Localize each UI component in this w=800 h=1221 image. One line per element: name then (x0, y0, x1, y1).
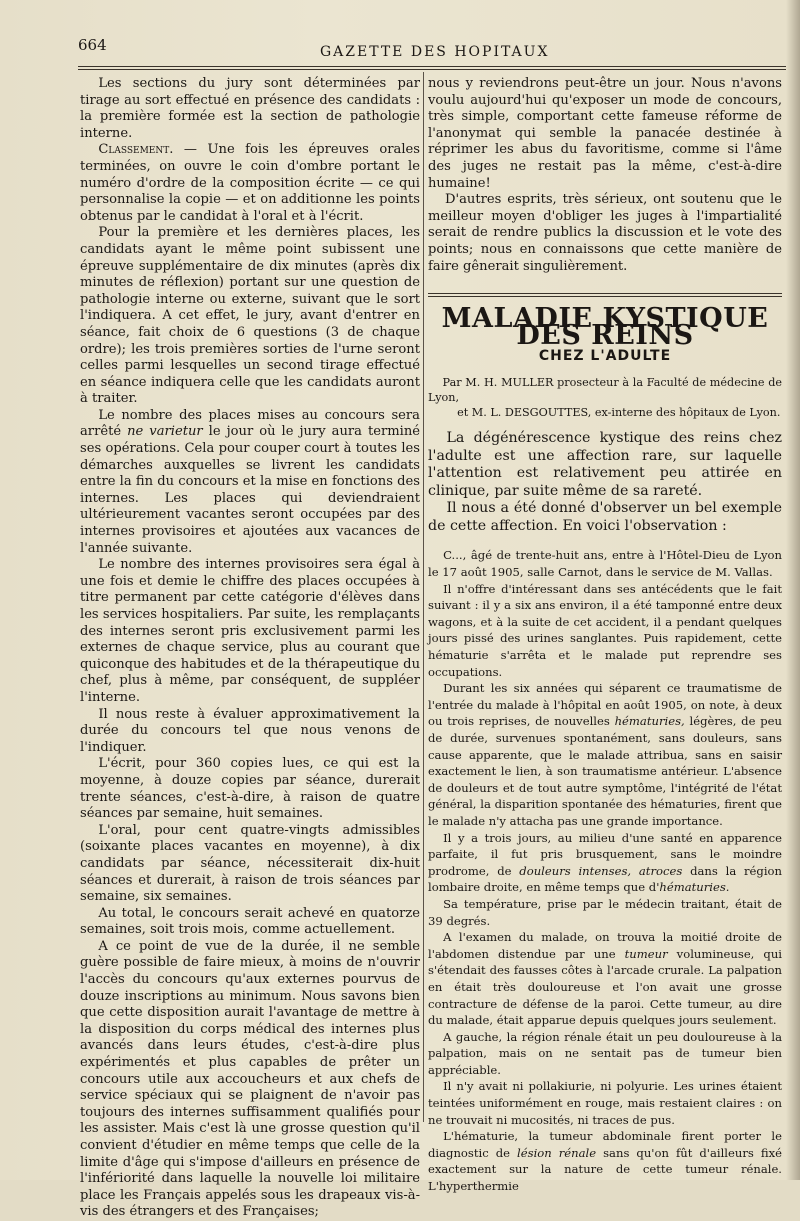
column-divider (423, 72, 424, 1122)
paragraph: L'oral, pour cent quatre-vingts admissibles (soixante places vacantes en moyenne), à dix candidats par séance, nécessiterait dix-huit séances et durerait, à raison de trois séances par semaine, six semaines. (80, 822, 420, 905)
paragraph: A gauche, la région rénale était un peu douloureuse à la palpation, mais on ne sentait pas de tumeur bien appréciable. (428, 1029, 782, 1077)
paragraph: A l'examen du malade, on trouva la moitié droite de l'abdomen distendue par une tumeur volumineuse, qui s'étendait des fausses côtes à l'arcade crurale. La palpation en était très douloureuse et l'on avait une grosse contracture de défense de la paroi. Cette tumeur, au dire du malade, était apparue depuis quelques jours seulement. (428, 930, 783, 1028)
paragraph: Les sections du jury sont déterminées par tirage au sort effectué en présence des candidats : la première formée est la section de pathologie interne. (80, 76, 420, 141)
paragraph: Pour la première et les dernières places, les candidats ayant le même point subissent une épreuve supplémentaire de dix minutes (après dix minutes de réflexion) portant sur une question de pathologie interne ou externe, suivant que le sort l'indiquera. A cet effet, le jury, avant d'entrer en séance, fait choix de 6 questions (3 de chaque ordre); les trois premières sorties de l'urne seront celles parmi lesquelles un second tirage effectué en séance indiquera celle que les candidats auront à traiter. (80, 225, 420, 407)
paragraph-continued: nous y reviendrons peut-être un jour. Nous n'avons voulu aujourd'hui qu'exposer un mode de concours, très simple, comportant cette fameuse réforme de l'anonymat qui semble la panacée destinée à réprimer les abus du favoritisme, comme si l'âme des juges ne restait pas la même, c'est-à-dire humaine! (428, 76, 782, 191)
paragraph: La dégénérescence kystique des reins chez l'adulte est une affection rare, sur laquelle l'attention est relativement peu attirée en clinique, par suite même de sa rareté. (428, 429, 782, 499)
page-number: 664 (78, 36, 107, 54)
paragraph: C..., âgé de trente-huit ans, entre à l'Hôtel-Dieu de Lyon le 17 août 1905, salle Carnot, dans le service de M. Vallas. (428, 548, 782, 580)
paragraph: Sa température, prise par le médecin traitant, était de 39 degrés. (428, 896, 782, 928)
authors-line: Par M. H. MULLER prosecteur à la Faculté de médecine de Lyon, (428, 375, 782, 404)
paragraph: Il nous a été donné d'observer un bel exemple de cette affection. En voici l'observation : (428, 500, 782, 534)
paragraph: A ce point de vue de la durée, il ne semble guère possible de faire mieux, à moins de n'ouvrir l'accès du concours qu'aux externes pourvus de douze inscriptions au minimum. Nous savons bien que cette disposition aurait l'avantage de mettre à la disposition du corps médical des internes plus avancés dans leurs études, c'est-à-dire plus expérimentés et plus capables de prêter un concours utile aux accoucheurs et aux chefs de service spéciaux qui se plaignent de n'avoir pas toujours des internes suffisamment qualifiés pour les assister. Mais c'est là une grosse question qu'il convient d'étudier en même temps que celle de la limite d'âge qui s'impose d'ailleurs en présence de l'infériorité dans laquelle la nouvelle loi militaire place les Français appelés sous les drapeaux vis-à-vis des étrangers et des Françaises; (80, 938, 420, 1220)
paragraph: Il nous reste à évaluer approximativement la durée du concours tel que nous venons de l'indiquer. (80, 706, 420, 755)
article-rule (428, 293, 782, 297)
paragraph: Il y a trois jours, au milieu d'une santé en apparence parfaite, il fut pris brusquement, sans le moindre prodrome, de douleurs intenses, atroces dans la région lombaire droite, en même temps que d'hématuries. (428, 830, 782, 895)
paragraph: Il n'offre d'intéressant dans ses antécédents que le fait suivant : il y a six ans environ, il a été tamponné entre deux wagons, et à la suite de cet accident, il a pendant quelques jours pissé des urines sanglantes. Puis rapidement, cette hématurie s'arrêta et le malade put reprendre ses occupations. (428, 581, 782, 679)
article-title: MALADIE KYSTIQUE DES REINS (441, 303, 769, 351)
ne-varietur: ne varietur (127, 424, 203, 440)
journal-title: GAZETTE DES HOPITAUX (320, 44, 550, 60)
observation (428, 547, 782, 1194)
classement-label: Classement. (98, 142, 174, 158)
left-column (80, 76, 420, 1221)
article-subtitle: CHEZ L'ADULTE (538, 348, 672, 365)
paragraph: L'hématurie, la tumeur abdominale firent porter le diagnostic de lésion rénale sans qu'on fût d'ailleurs fixé exactement sur la nature de cette tumeur rénale. L'hyperthermie (428, 1129, 782, 1194)
header-rule (78, 66, 786, 70)
paragraph-classement (80, 142, 420, 225)
paragraph: Au total, le concours serait achevé en quatorze semaines, soit trois mois, comme actuellement. (80, 905, 420, 938)
paragraph: D'autres esprits, très sérieux, ont soutenu que le meilleur moyen d'obliger les juges à l'impartialité serait de rendre publics la discussion et le vote des points; nous en connaissons que cette manière de faire gênerait singulièrement. (428, 192, 782, 274)
paragraph: L'écrit, pour 360 copies lues, ce qui est la moyenne, à douze copies par séance, durerait trente séances, c'est-à-dire, à raison de quatre séances par semaine, huit semaines. (80, 756, 420, 822)
right-column (428, 76, 782, 1195)
paragraph: Le nombre des internes provisoires sera égal à une fois et demie le chiffre des places occupées à titre permanent par cette catégorie d'élèves dans les services hospitaliers. Par suite, les remplaçants des internes seront pris exclusivement parmi les externes de chaque service, plus au courant que quiconque des habitudes et de la thérapeutique du chef, plus à même, par conséquent, de suppléer l'interne. (80, 557, 420, 705)
article-intro (428, 430, 782, 536)
paragraph: Il n'y avait ni pollakiurie, ni polyurie. Les urines étaient teintées uniformément en rouge, mais restaient claires : on ne trouvait ni mucosités, ni traces de pus. (428, 1079, 782, 1127)
authors-line: et M. L. DESGOUTTES, ex-interne des hôpitaux de Lyon. (457, 405, 781, 419)
page-edge-shadow (786, 0, 800, 1180)
article-authors (428, 375, 782, 420)
paragraph-places: Le nombre des places mises au concours sera arrêté ne varietur le jour où le jury aura terminé ses opérations. Cela pour couper court à toutes les démarches auxquelles se livrent les candidats entre la fin du concours et la mise en fonctions des internes. Les places qui deviendraient ultérieurement vacantes seront occupées par des internes provisoires et ajoutées aux vacances de l'année suivante. (80, 407, 421, 556)
paragraph-text: — Une fois les épreuves orales terminées, on ouvre le coin d'ombre portant le numéro d'ordre de la composition écrite — ce qui personnalise la copie — et on additionne les points obtenus par le candidat à l'oral et à l'écrit. (80, 142, 420, 224)
paragraph: Durant les six années qui séparent ce traumatisme de l'entrée du malade à l'hôpital en août 1905, on note, à deux ou trois reprises, de nouvelles hématuries, légères, de peu de durée, survenues spontanément, sans douleurs, sans cause apparente, que le malade attribua, sans en saisir exactement le lien, à son traumatisme antérieur. L'absence de douleurs et de tout autre symptôme, l'intégrité de l'état général, la disparition spontanée des hématuries, firent que le malade n'y attacha pas une grande importance. (428, 681, 783, 828)
